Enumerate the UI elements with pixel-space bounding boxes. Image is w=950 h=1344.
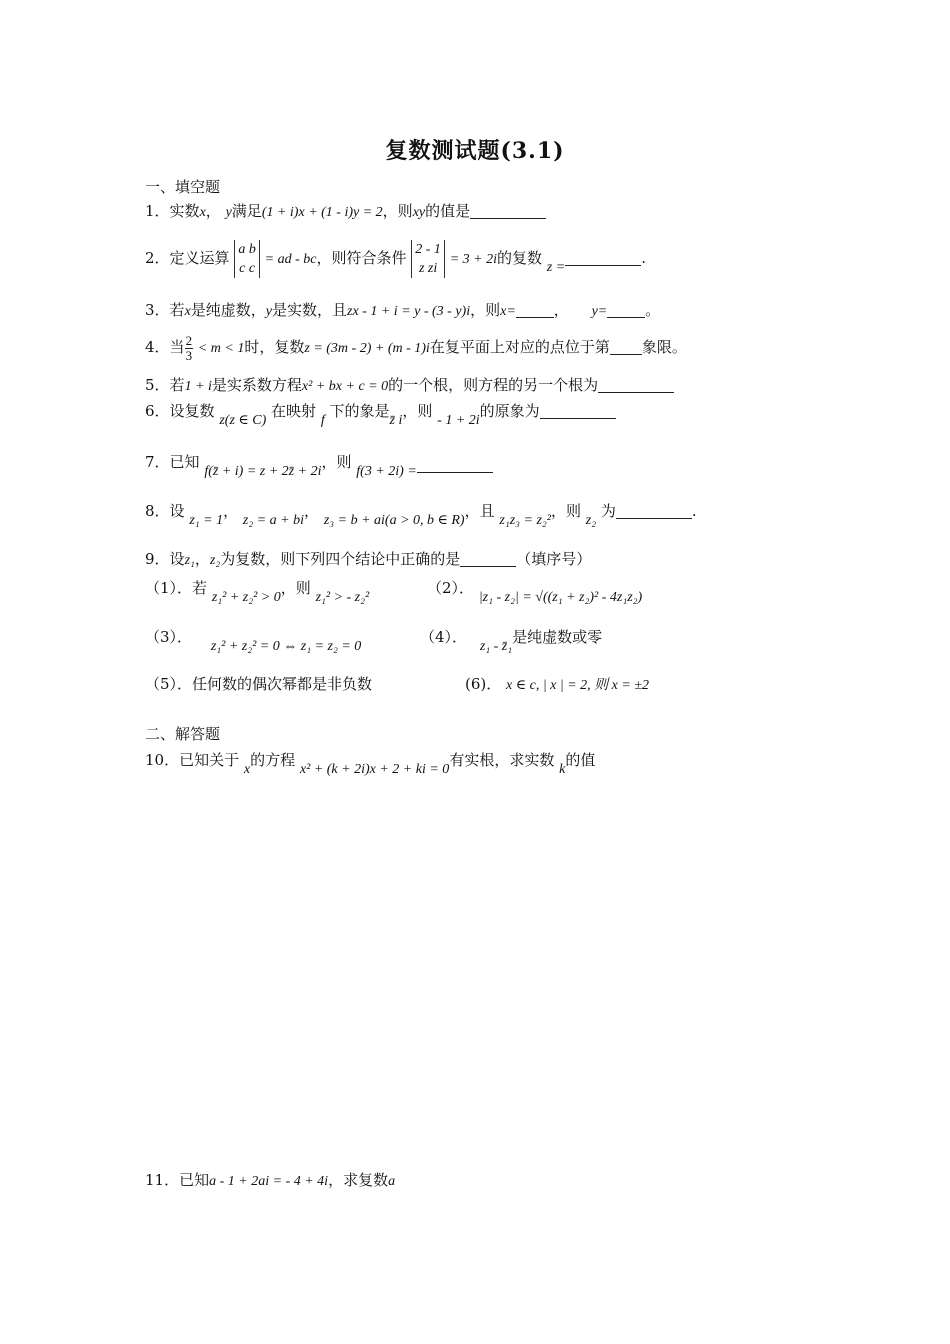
question-text: ，求复数 [328, 1171, 389, 1189]
question-text: 的复数 [497, 249, 543, 267]
math-expression: x ∈ c, | x | = 2, 则 x = ±2 [506, 678, 650, 693]
math-expression: < m < 1 [197, 341, 245, 356]
question-text: 象限。 [641, 338, 687, 356]
option-label: （4）． [420, 628, 468, 646]
question-number: 9． [145, 550, 170, 568]
answer-blank[interactable] [616, 504, 692, 519]
option-label: (6)． [465, 675, 502, 693]
math-var: xy [412, 205, 426, 220]
math-expression: x= [500, 304, 516, 319]
math-expression: z(z ∈ C) [219, 413, 267, 428]
question-4 [145, 328, 687, 368]
math-expression: f(z̄ + i) = z + 2z̄ + 2i [204, 464, 322, 479]
determinant-row: 2 - 1 [415, 242, 441, 257]
question-text: ，则 [382, 202, 413, 220]
answer-blank[interactable] [470, 204, 546, 219]
question-text: 下的象是 [329, 402, 390, 420]
math-expression: - 1 + 2i [437, 413, 480, 428]
question-text: ， [553, 301, 569, 319]
question-text: 时，复数 [244, 338, 305, 356]
math-expression: z₃ = b + ai(a > 0, b ∈ R) [323, 513, 465, 528]
question-number: 7． [145, 453, 170, 471]
question-text: ， [304, 502, 320, 520]
option-1 [145, 578, 369, 610]
math-var: a [388, 1174, 396, 1189]
math-expression: 1 + i [184, 379, 212, 394]
section-answer-heading: 二、解答题 [145, 725, 221, 743]
question-text: 是纯虚数， [190, 301, 266, 319]
question-text: 是纯虚数或零 [512, 628, 603, 646]
question-text: 在映射 [271, 402, 317, 420]
fraction-denominator: 3 [185, 347, 193, 363]
answer-blank[interactable] [598, 378, 674, 393]
math-expression: z₁² + z₂² > 0 [211, 590, 281, 605]
question-10 [145, 750, 595, 782]
question-text: 的值 [565, 751, 596, 769]
question-text: ，且 [464, 502, 495, 520]
question-text: 当 [169, 338, 185, 356]
math-var: y [265, 304, 273, 319]
question-number: 1． [145, 202, 170, 220]
math-var: z₂ [585, 513, 597, 528]
determinant-row: c c [239, 261, 256, 276]
question-text: 为 [600, 502, 616, 520]
option-label: （2）． [427, 579, 475, 597]
question-7 [145, 452, 493, 482]
determinant [234, 240, 260, 278]
question-2 [145, 240, 646, 284]
math-var: x [243, 762, 251, 777]
question-text: ，则 [551, 502, 582, 520]
question-text: 若 [169, 376, 185, 394]
question-text: （填序号） [516, 550, 592, 568]
section-fill-in-heading: 一、填空题 [145, 178, 221, 196]
question-text: ，则符合条件 [316, 249, 407, 267]
question-text: 设 [169, 502, 185, 520]
determinant-row: a b [238, 242, 256, 257]
question-text: . [691, 502, 697, 520]
math-var: z₂ [209, 553, 221, 568]
question-number: 10． [145, 751, 180, 769]
math-var: f [320, 413, 325, 428]
math-expression: z₁ - z̄₁ [479, 639, 513, 654]
math-expression: (1 + i)x + (1 - i)y = 2 [261, 205, 383, 220]
question-number: 4． [145, 338, 170, 356]
question-9 [145, 549, 591, 571]
question-8 [145, 501, 697, 531]
question-number: 11． [145, 1171, 180, 1189]
math-expression: x² + (k + 2i)x + 2 + ki = 0 [299, 762, 450, 777]
answer-blank[interactable] [516, 303, 554, 318]
question-text: 的原象为 [479, 402, 540, 420]
question-text: 的值是 [425, 202, 471, 220]
question-number: 5． [145, 376, 170, 394]
option-5 [145, 674, 372, 694]
option-6 [465, 674, 649, 696]
math-expression: x² + bx + c = 0 [301, 379, 389, 394]
question-text: ， [205, 202, 221, 220]
math-expression: z = (3m - 2) + (m - 1)i [304, 341, 430, 356]
math-expression: f(3 + 2i) = [356, 464, 417, 479]
question-number: 6． [145, 402, 170, 420]
option-label: （5）． [145, 675, 193, 693]
math-expression: z₁ = 1 [189, 513, 224, 528]
math-var: y [225, 205, 232, 220]
question-text: 已知 [179, 1171, 210, 1189]
math-expression: = ad - bc [264, 252, 317, 267]
math-var: x [199, 205, 206, 220]
answer-blank[interactable] [417, 458, 493, 473]
question-text: ， [194, 550, 210, 568]
question-text: ，则 [402, 402, 433, 420]
question-text: 若 [169, 301, 185, 319]
question-text: 设复数 [169, 402, 215, 420]
option-3 [145, 627, 361, 659]
question-text: 已知 [169, 453, 200, 471]
answer-blank[interactable] [610, 340, 642, 355]
question-text: 若 [192, 579, 208, 597]
math-expression: z₁² > - z₂² [315, 590, 370, 605]
question-text: 定义运算 [169, 249, 230, 267]
math-expression: z = [546, 260, 566, 275]
question-11 [145, 1170, 395, 1192]
math-expression: z̄ i [389, 413, 403, 428]
question-text: 的方程 [250, 751, 296, 769]
question-text: ，则 [280, 579, 311, 597]
math-expression: y= [591, 304, 608, 319]
answer-blank[interactable] [607, 303, 645, 318]
question-number: 2． [145, 249, 170, 267]
math-expression: z₁² + z₂² = 0 ⇔ z₁ = z₂ = 0 [210, 639, 362, 654]
option-4 [420, 627, 602, 659]
question-number: 8． [145, 502, 170, 520]
question-1 [145, 201, 546, 223]
fraction-numerator: 2 [185, 332, 193, 348]
question-text: ，则 [470, 301, 501, 319]
answer-blank[interactable] [460, 552, 516, 567]
math-var: z₁ [184, 553, 195, 568]
math-expression: zx - 1 + i = y - (3 - y)i [347, 304, 471, 319]
option-label: （3）． [145, 628, 193, 646]
question-3 [145, 300, 660, 322]
math-expression: = 3 + 2i [449, 252, 497, 267]
option-2 [427, 578, 642, 610]
math-expression: a - 1 + 2ai = - 4 + 4i [209, 1174, 329, 1189]
page-title: 复数测试题(3.1) [385, 138, 565, 164]
question-text: 满足 [231, 202, 262, 220]
question-number: 3． [145, 301, 170, 319]
math-expression: z₂ = a + bi [242, 513, 305, 528]
question-text: 在复平面上对应的点位于第 [429, 338, 610, 356]
determinant-row: z zi [418, 261, 438, 276]
answer-blank[interactable] [540, 404, 616, 419]
math-var: k [559, 762, 566, 777]
question-text: 有实根，求实数 [449, 751, 555, 769]
option-label: （1）． [145, 579, 193, 597]
math-expression: |z₁ - z₂| = √((z₁ + z₂)² - 4z₁z₂) [478, 590, 643, 605]
fraction [185, 334, 194, 363]
question-text: ， [223, 502, 239, 520]
question-text: 。 [645, 301, 661, 319]
answer-blank[interactable] [565, 251, 641, 266]
question-6 [145, 401, 616, 435]
question-text: 的一个根，则方程的另一个根为 [388, 376, 599, 394]
math-expression: z₁z₃ = z₂² [499, 513, 551, 528]
question-5 [145, 375, 674, 397]
math-var: x [184, 304, 191, 319]
question-text: 设 [169, 550, 185, 568]
question-text: 任何数的偶次幂都是非负数 [192, 675, 373, 693]
question-text: 已知关于 [179, 751, 240, 769]
question-text: 是实系数方程 [211, 376, 302, 394]
question-text: 实数 [169, 202, 200, 220]
determinant [411, 240, 445, 278]
question-text: ，则 [321, 453, 352, 471]
question-text: 是实数，且 [272, 301, 348, 319]
question-text: 为复数，则下列四个结论中正确的是 [220, 550, 461, 568]
question-text: . [641, 249, 646, 267]
